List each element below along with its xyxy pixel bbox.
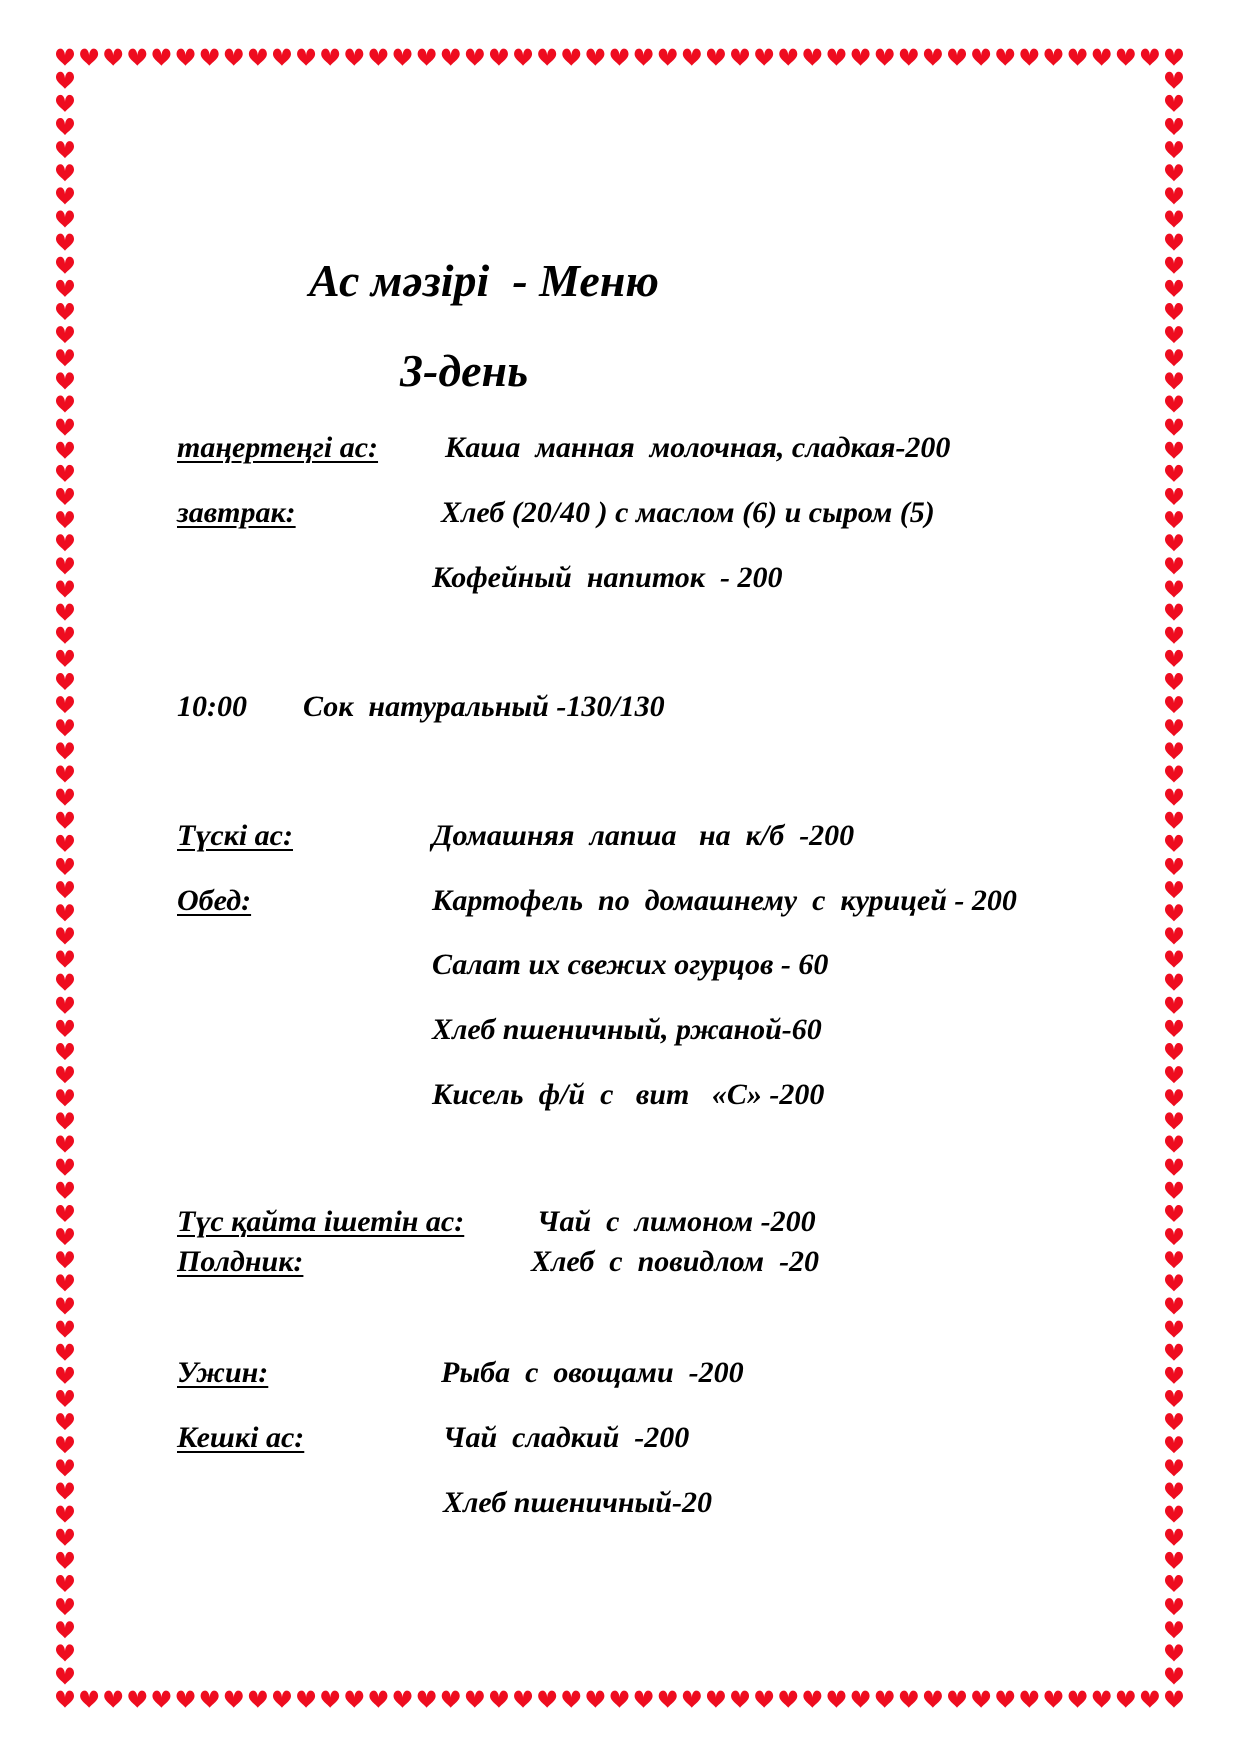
heart-icon — [56, 673, 74, 690]
heart-icon — [56, 1459, 74, 1476]
heart-icon — [1165, 835, 1183, 852]
heart-icon — [56, 49, 74, 66]
heart-icon — [1165, 141, 1183, 158]
heart-icon — [56, 396, 74, 413]
dinner-label-kz: Кешкі ас: — [177, 1421, 305, 1454]
heart-icon — [1165, 396, 1183, 413]
heart-icon — [56, 1413, 74, 1430]
heart-icon — [1165, 349, 1183, 366]
heart-icon — [827, 1691, 845, 1708]
heart-icon — [297, 49, 315, 66]
heart-icon — [56, 557, 74, 574]
heart-icon — [56, 118, 74, 135]
heart-icon — [1165, 49, 1183, 66]
heart-icon — [1165, 95, 1183, 112]
heart-icon — [900, 1691, 918, 1708]
heart-icon — [56, 1182, 74, 1199]
heart-icon — [1165, 1575, 1183, 1592]
heart-icon — [514, 49, 532, 66]
heart-icon — [924, 1691, 942, 1708]
heart-icon — [803, 1691, 821, 1708]
heart-icon — [996, 49, 1014, 66]
heart-icon — [635, 1691, 653, 1708]
heart-icon — [1165, 1205, 1183, 1222]
heart-icon — [1165, 627, 1183, 644]
heart-icon — [1165, 118, 1183, 135]
lunch-label-kz: Түскі ас: — [177, 819, 293, 852]
heart-icon — [1165, 927, 1183, 944]
heart-icon — [201, 1691, 219, 1708]
heart-icon — [56, 1390, 74, 1407]
heart-icon — [1165, 1621, 1183, 1638]
heart-icon — [56, 372, 74, 389]
heart-icon — [1093, 1691, 1111, 1708]
heart-icon — [1141, 49, 1159, 66]
heart-icon — [1165, 1459, 1183, 1476]
heart-icon — [56, 927, 74, 944]
breakfast-item: Каша манная молочная, сладкая-200 — [445, 431, 951, 464]
heart-icon — [369, 1691, 387, 1708]
heart-icon — [321, 1691, 339, 1708]
heart-icon — [56, 1644, 74, 1661]
dinner-item: Рыба с овощами -200 — [441, 1356, 744, 1389]
heart-icon — [1117, 49, 1135, 66]
heart-icon — [56, 1482, 74, 1499]
heart-icon — [1165, 1321, 1183, 1338]
heart-icon — [1165, 1344, 1183, 1361]
heart-icon — [56, 1321, 74, 1338]
heart-icon — [56, 650, 74, 667]
heart-icon — [56, 164, 74, 181]
heart-icon — [1165, 164, 1183, 181]
heart-icon — [442, 1691, 460, 1708]
heart-icon — [779, 49, 797, 66]
heart-icon — [1165, 997, 1183, 1014]
heart-icon — [1165, 974, 1183, 991]
heart-icon — [80, 49, 98, 66]
heart-icon — [514, 1691, 532, 1708]
lunch-item: Домашняя лапша на к/б -200 — [432, 819, 855, 852]
heart-icon — [152, 1691, 170, 1708]
heart-icon — [1165, 442, 1183, 459]
heart-icon — [1044, 1691, 1062, 1708]
heart-icon — [1165, 1136, 1183, 1153]
heart-icon — [1093, 49, 1111, 66]
heart-icon — [659, 1691, 677, 1708]
heart-icon — [1165, 1251, 1183, 1268]
heart-icon — [1165, 1112, 1183, 1129]
heart-icon — [1165, 1043, 1183, 1060]
heart-icon — [1165, 581, 1183, 598]
heart-icon — [1165, 1159, 1183, 1176]
heart-icon — [659, 49, 677, 66]
heart-icon — [56, 1436, 74, 1453]
heart-icon — [1165, 1691, 1183, 1708]
heart-icon — [779, 1691, 797, 1708]
heart-icon — [611, 49, 629, 66]
heart-icon — [827, 49, 845, 66]
heart-icon — [56, 1621, 74, 1638]
heart-icon — [611, 1691, 629, 1708]
heart-icon — [1165, 696, 1183, 713]
lunch-item: Картофель по домашнему с курицей - 200 — [432, 884, 1017, 917]
heart-icon — [56, 1020, 74, 1037]
heart-icon — [1165, 1529, 1183, 1546]
heart-icon — [1165, 1644, 1183, 1661]
heart-icon — [1165, 812, 1183, 829]
heart-icon — [1165, 234, 1183, 251]
breakfast-item: Хлеб (20/40 ) с маслом (6) и сыром (5) — [441, 496, 935, 529]
heart-icon — [1165, 904, 1183, 921]
heart-icon — [707, 1691, 725, 1708]
heart-icon — [948, 49, 966, 66]
heart-icon — [1165, 1274, 1183, 1291]
heart-icon — [1165, 303, 1183, 320]
heart-icon — [1165, 604, 1183, 621]
dinner-label-ru: Ужин: — [177, 1356, 269, 1389]
heart-icon — [201, 49, 219, 66]
heart-icon — [996, 1691, 1014, 1708]
heart-icon — [731, 1691, 749, 1708]
heart-icon — [56, 1159, 74, 1176]
heart-icon — [1165, 1390, 1183, 1407]
heart-icon — [538, 1691, 556, 1708]
heart-icon — [345, 49, 363, 66]
heart-icon — [1165, 419, 1183, 436]
heart-icon — [1165, 1506, 1183, 1523]
heart-icon — [1165, 72, 1183, 89]
heart-icon — [128, 49, 146, 66]
heart-icon — [369, 49, 387, 66]
heart-icon — [56, 210, 74, 227]
heart-icon — [1165, 1182, 1183, 1199]
heart-icon — [1044, 49, 1062, 66]
heart-icon — [1165, 1020, 1183, 1037]
heart-icon — [1165, 789, 1183, 806]
heart-icon — [1165, 1297, 1183, 1314]
heart-icon — [1165, 372, 1183, 389]
heart-icon — [1165, 1089, 1183, 1106]
heart-icon — [273, 1691, 291, 1708]
heart-icon — [56, 1367, 74, 1384]
heart-icon — [707, 49, 725, 66]
heart-icon — [466, 1691, 484, 1708]
breakfast-label-kz: таңертеңгі ас: — [177, 431, 379, 464]
heart-icon — [56, 1506, 74, 1523]
heart-icon — [1165, 187, 1183, 204]
heart-icon — [225, 49, 243, 66]
heart-icon — [177, 1691, 195, 1708]
heart-icon — [1165, 650, 1183, 667]
heart-icon — [1165, 766, 1183, 783]
heart-icon — [56, 1205, 74, 1222]
heart-icon — [56, 95, 74, 112]
heart-icon — [56, 234, 74, 251]
heart-icon — [1165, 1367, 1183, 1384]
heart-icon — [924, 49, 942, 66]
heart-icon — [56, 534, 74, 551]
heart-icon — [56, 1575, 74, 1592]
heart-icon — [1165, 257, 1183, 274]
heart-icon — [418, 49, 436, 66]
heart-icon — [345, 1691, 363, 1708]
heart-icon — [152, 49, 170, 66]
heart-icon — [56, 1691, 74, 1708]
afternoon-label-ru: Полдник: — [177, 1245, 304, 1278]
heart-icon — [1165, 951, 1183, 968]
heart-icon — [586, 1691, 604, 1708]
heart-icon — [1069, 1691, 1087, 1708]
heart-icon — [1165, 881, 1183, 898]
heart-icon — [56, 1297, 74, 1314]
heart-icon — [56, 257, 74, 274]
lunch-item: Хлеб пшеничный, ржаной-60 — [432, 1013, 822, 1046]
heart-icon — [1165, 488, 1183, 505]
heart-icon — [56, 280, 74, 297]
heart-icon — [1165, 1552, 1183, 1569]
heart-icon — [1165, 673, 1183, 690]
lunch-item: Кисель ф/й с вит «С» -200 — [432, 1078, 825, 1111]
heart-icon — [56, 904, 74, 921]
heart-icon — [635, 49, 653, 66]
heart-icon — [56, 326, 74, 343]
heart-icon — [56, 141, 74, 158]
heart-icon — [56, 303, 74, 320]
breakfast-label-ru: завтрак: — [177, 496, 296, 529]
heart-icon — [56, 1667, 74, 1684]
heart-icon — [1165, 1228, 1183, 1245]
heart-icon — [128, 1691, 146, 1708]
heart-icon — [249, 1691, 267, 1708]
heart-icon — [273, 49, 291, 66]
heart-icon — [56, 766, 74, 783]
heart-icon — [683, 49, 701, 66]
heart-icon — [1165, 1436, 1183, 1453]
dinner-item: Хлеб пшеничный-20 — [443, 1486, 713, 1519]
heart-icon — [1165, 1598, 1183, 1615]
heart-icon — [56, 742, 74, 759]
heart-icon — [1165, 1066, 1183, 1083]
heart-icon — [1165, 326, 1183, 343]
heart-icon — [394, 49, 412, 66]
heart-icon — [56, 835, 74, 852]
breakfast-item: Кофейный напиток - 200 — [432, 561, 783, 594]
snack-time: 10:00 — [177, 690, 247, 723]
dinner-item: Чай сладкий -200 — [443, 1421, 690, 1454]
heart-icon — [56, 1228, 74, 1245]
heart-icon — [56, 627, 74, 644]
heart-icon — [1020, 1691, 1038, 1708]
heart-icon — [418, 1691, 436, 1708]
lunch-item: Салат их свежих огурцов - 60 — [432, 948, 829, 981]
heart-icon — [852, 49, 870, 66]
heart-icon — [321, 49, 339, 66]
heart-icon — [56, 1136, 74, 1153]
heart-icon — [876, 1691, 894, 1708]
heart-icon — [442, 49, 460, 66]
heart-icon — [56, 419, 74, 436]
heart-icon — [1165, 511, 1183, 528]
heart-icon — [586, 49, 604, 66]
heart-icon — [803, 49, 821, 66]
heart-icon — [56, 1274, 74, 1291]
afternoon-item: Хлеб с повидлом -20 — [531, 1245, 820, 1278]
heart-icon — [56, 488, 74, 505]
heart-icon — [490, 49, 508, 66]
heart-icon — [56, 511, 74, 528]
heart-icon — [56, 581, 74, 598]
heart-icon — [1165, 742, 1183, 759]
heart-icon — [56, 696, 74, 713]
heart-icon — [56, 997, 74, 1014]
heart-icon — [1165, 557, 1183, 574]
heart-icon — [56, 1043, 74, 1060]
heart-icon — [562, 49, 580, 66]
heart-icon — [225, 1691, 243, 1708]
heart-icon — [56, 1552, 74, 1569]
heart-icon — [56, 187, 74, 204]
heart-icon — [1141, 1691, 1159, 1708]
heart-icon — [56, 719, 74, 736]
afternoon-item: Чай с лимоном -200 — [537, 1205, 816, 1238]
heart-icon — [1165, 210, 1183, 227]
heart-icon — [1165, 280, 1183, 297]
heart-icon — [852, 1691, 870, 1708]
lunch-label-ru: Обед: — [177, 884, 252, 917]
heart-icon — [104, 1691, 122, 1708]
heart-icon — [1117, 1691, 1135, 1708]
heart-icon — [755, 49, 773, 66]
heart-icon — [1165, 1482, 1183, 1499]
heart-icon — [56, 881, 74, 898]
heart-icon — [683, 1691, 701, 1708]
heart-icon — [56, 72, 74, 89]
heart-icon — [56, 349, 74, 366]
heart-icon — [297, 1691, 315, 1708]
heart-icon — [394, 1691, 412, 1708]
heart-icon — [56, 974, 74, 991]
heart-icon — [948, 1691, 966, 1708]
heart-icon — [562, 1691, 580, 1708]
heart-icon — [972, 1691, 990, 1708]
heart-icon — [1020, 49, 1038, 66]
heart-icon — [1165, 719, 1183, 736]
heart-icon — [1165, 1413, 1183, 1430]
heart-icon — [56, 1344, 74, 1361]
heart-icon — [1165, 465, 1183, 482]
heart-icon — [56, 1529, 74, 1546]
heart-icon — [466, 49, 484, 66]
heart-icon — [56, 1089, 74, 1106]
heart-icon — [56, 789, 74, 806]
heart-icon — [56, 604, 74, 621]
heart-icon — [1165, 858, 1183, 875]
heart-icon — [1165, 1667, 1183, 1684]
heart-icon — [755, 1691, 773, 1708]
heart-icon — [56, 812, 74, 829]
snack-item: Сок натуральный -130/130 — [303, 690, 665, 723]
heart-icon — [249, 49, 267, 66]
page-title: Ас мәзірі - Меню — [309, 255, 659, 306]
heart-icon — [104, 49, 122, 66]
heart-icon — [876, 49, 894, 66]
heart-icon — [731, 49, 749, 66]
heart-icon — [56, 1066, 74, 1083]
heart-icon — [538, 49, 556, 66]
heart-icon — [56, 1251, 74, 1268]
heart-icon — [80, 1691, 98, 1708]
heart-icon — [56, 1112, 74, 1129]
heart-icon — [900, 49, 918, 66]
heart-icon — [490, 1691, 508, 1708]
heart-icon — [972, 49, 990, 66]
day-heading: 3-день — [400, 345, 529, 396]
heart-icon — [56, 465, 74, 482]
heart-icon — [56, 858, 74, 875]
heart-icon — [177, 49, 195, 66]
heart-icon — [1069, 49, 1087, 66]
afternoon-label-kz: Түс қайта ішетін ас: — [177, 1205, 465, 1238]
heart-icon — [56, 442, 74, 459]
heart-icon — [1165, 534, 1183, 551]
heart-icon — [56, 951, 74, 968]
heart-icon — [56, 1598, 74, 1615]
